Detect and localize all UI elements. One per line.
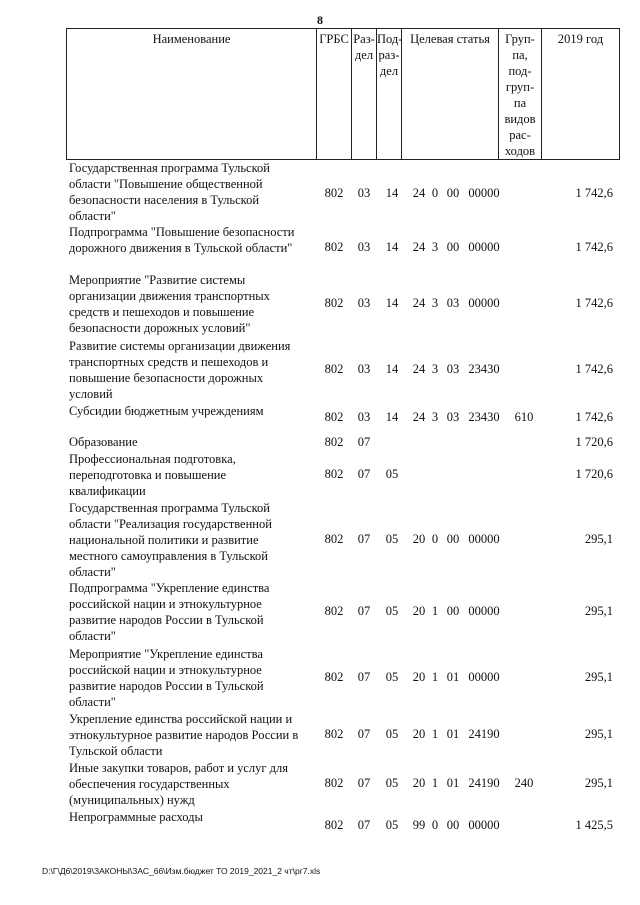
row-activity-code: 00 [446,186,460,200]
file-path-footer: D:\Г\Д6\2019\ЗАКОНЫ\ЗАС_66\Изм.бюджет ТО 2019_2021_2 чт\рг7.xls [42,866,321,876]
row-program-code: 24 [412,240,426,254]
header-group: Груп- па, под- груп- па видов рас- ходов [499,29,542,160]
row-razdel: 07 [357,532,371,546]
row-grbs: 802 [324,186,344,200]
row-razdel: 07 [357,604,371,618]
row-subprogram-code: 1 [431,727,439,741]
row-name: Государственная программа Тульской области "Повышение общественной безопасности населения в Тульской области" [69,161,270,223]
row-direction-code: 00000 [468,818,500,832]
row-activity-code: 03 [446,410,460,424]
row-direction-code: 00000 [468,296,500,310]
row-amount: 1 742,6 [575,186,613,200]
row-activity-code: 00 [446,818,460,832]
row-podrazdel: 14 [385,296,399,310]
row-program-code: 20 [412,670,426,684]
row-podrazdel: 05 [385,670,399,684]
row-podrazdel: 05 [385,818,399,832]
row-razdel: 07 [357,818,371,832]
row-amount: 1 742,6 [575,410,613,424]
row-podrazdel: 05 [385,604,399,618]
row-grbs: 802 [324,727,344,741]
row-amount: 295,1 [584,532,613,546]
row-program-code: 24 [412,362,426,376]
row-podrazdel: 14 [385,186,399,200]
header-razdel: Раз- дел [352,29,377,160]
row-name: Мероприятие "Укрепление единства российской нации и этнокультурное развитие народов России в Тульской области" [69,647,264,709]
page-number: 8 [317,13,323,27]
row-subprogram-code: 1 [431,670,439,684]
row-subprogram-code: 3 [431,296,439,310]
row-name: Развитие системы организации движения транспортных средств и пешеходов и повышение безопасности дорожных условий [69,339,291,401]
row-podrazdel: 05 [385,776,399,790]
row-program-code: 24 [412,410,426,424]
row-amount: 295,1 [584,604,613,618]
row-direction-code: 00000 [468,670,500,684]
row-activity-code: 00 [446,532,460,546]
row-podrazdel: 05 [385,532,399,546]
row-amount: 1 425,5 [575,818,613,832]
row-amount: 1 742,6 [575,240,613,254]
row-razdel: 07 [357,776,371,790]
row-amount: 1 720,6 [575,435,613,449]
row-name: Непрограммные расходы [69,810,203,824]
row-amount: 1 742,6 [575,296,613,310]
row-direction-code: 00000 [468,532,500,546]
row-grbs: 802 [324,818,344,832]
row-podrazdel: 05 [385,467,399,481]
row-program-code: 99 [412,818,426,832]
row-direction-code: 24190 [468,727,500,741]
row-grbs: 802 [324,776,344,790]
row-name: Мероприятие "Развитие системы организации движения транспортных средств и пешеходов и повышение безопасности дорожных условий" [69,273,270,335]
row-program-code: 20 [412,532,426,546]
row-grbs: 802 [324,362,344,376]
row-grbs: 802 [324,410,344,424]
row-name: Укрепление единства российской нации и этнокультурное развитие народов России в Тульской области [69,712,299,758]
row-expense-type: 240 [514,776,534,790]
row-grbs: 802 [324,670,344,684]
row-amount: 1 720,6 [575,467,613,481]
row-name: Подпрограмма "Укрепление единства российской нации и этнокультурное развитие народов России в Тульской области" [69,581,270,643]
row-expense-type: 610 [514,410,534,424]
row-amount: 295,1 [584,776,613,790]
row-grbs: 802 [324,240,344,254]
row-amount: 1 742,6 [575,362,613,376]
row-name: Профессиональная подготовка, переподготовка и повышение квалификации [69,452,236,498]
row-podrazdel: 14 [385,240,399,254]
row-subprogram-code: 1 [431,604,439,618]
header-podrazdel: Под- раз- дел [377,29,402,160]
row-subprogram-code: 3 [431,410,439,424]
row-activity-code: 03 [446,362,460,376]
row-name: Иные закупки товаров, работ и услуг для обеспечения государственных (муниципальных) нужд [69,761,289,807]
row-program-code: 20 [412,727,426,741]
row-activity-code: 01 [446,727,460,741]
row-activity-code: 00 [446,604,460,618]
row-razdel: 07 [357,435,371,449]
row-razdel: 07 [357,670,371,684]
row-name: Субсидии бюджетным учреждениям [69,404,264,418]
row-subprogram-code: 1 [431,776,439,790]
row-podrazdel: 14 [385,410,399,424]
row-grbs: 802 [324,435,344,449]
row-activity-code: 01 [446,670,460,684]
row-program-code: 24 [412,186,426,200]
header-year: 2019 год [542,29,620,160]
row-program-code: 24 [412,296,426,310]
row-name: Государственная программа Тульской области "Реализация государственной национальной политики и развитие местного самоуправления в Тульской области" [69,501,272,579]
row-razdel: 07 [357,467,371,481]
row-program-code: 20 [412,604,426,618]
row-amount: 295,1 [584,670,613,684]
row-razdel: 03 [357,410,371,424]
row-name: Образование [69,435,138,449]
row-grbs: 802 [324,467,344,481]
row-subprogram-code: 3 [431,362,439,376]
row-direction-code: 00000 [468,604,500,618]
row-direction-code: 23430 [468,410,500,424]
row-podrazdel: 14 [385,362,399,376]
row-razdel: 03 [357,362,371,376]
row-grbs: 802 [324,604,344,618]
row-subprogram-code: 0 [431,532,439,546]
row-grbs: 802 [324,532,344,546]
row-subprogram-code: 0 [431,186,439,200]
row-podrazdel: 05 [385,727,399,741]
row-direction-code: 24190 [468,776,500,790]
row-amount: 295,1 [584,727,613,741]
row-activity-code: 03 [446,296,460,310]
header-celevaya-statya: Целевая статья [402,29,499,160]
row-activity-code: 01 [446,776,460,790]
row-razdel: 03 [357,240,371,254]
row-subprogram-code: 0 [431,818,439,832]
header-grbs: ГРБС [317,29,352,160]
row-grbs: 802 [324,296,344,310]
row-razdel: 03 [357,296,371,310]
row-activity-code: 00 [446,240,460,254]
row-razdel: 03 [357,186,371,200]
row-name: Подпрограмма "Повышение безопасности дорожного движения в Тульской области" [69,225,295,255]
row-direction-code: 00000 [468,240,500,254]
row-direction-code: 00000 [468,186,500,200]
row-subprogram-code: 3 [431,240,439,254]
row-direction-code: 23430 [468,362,500,376]
row-program-code: 20 [412,776,426,790]
header-name: Наименование [67,29,317,160]
row-razdel: 07 [357,727,371,741]
